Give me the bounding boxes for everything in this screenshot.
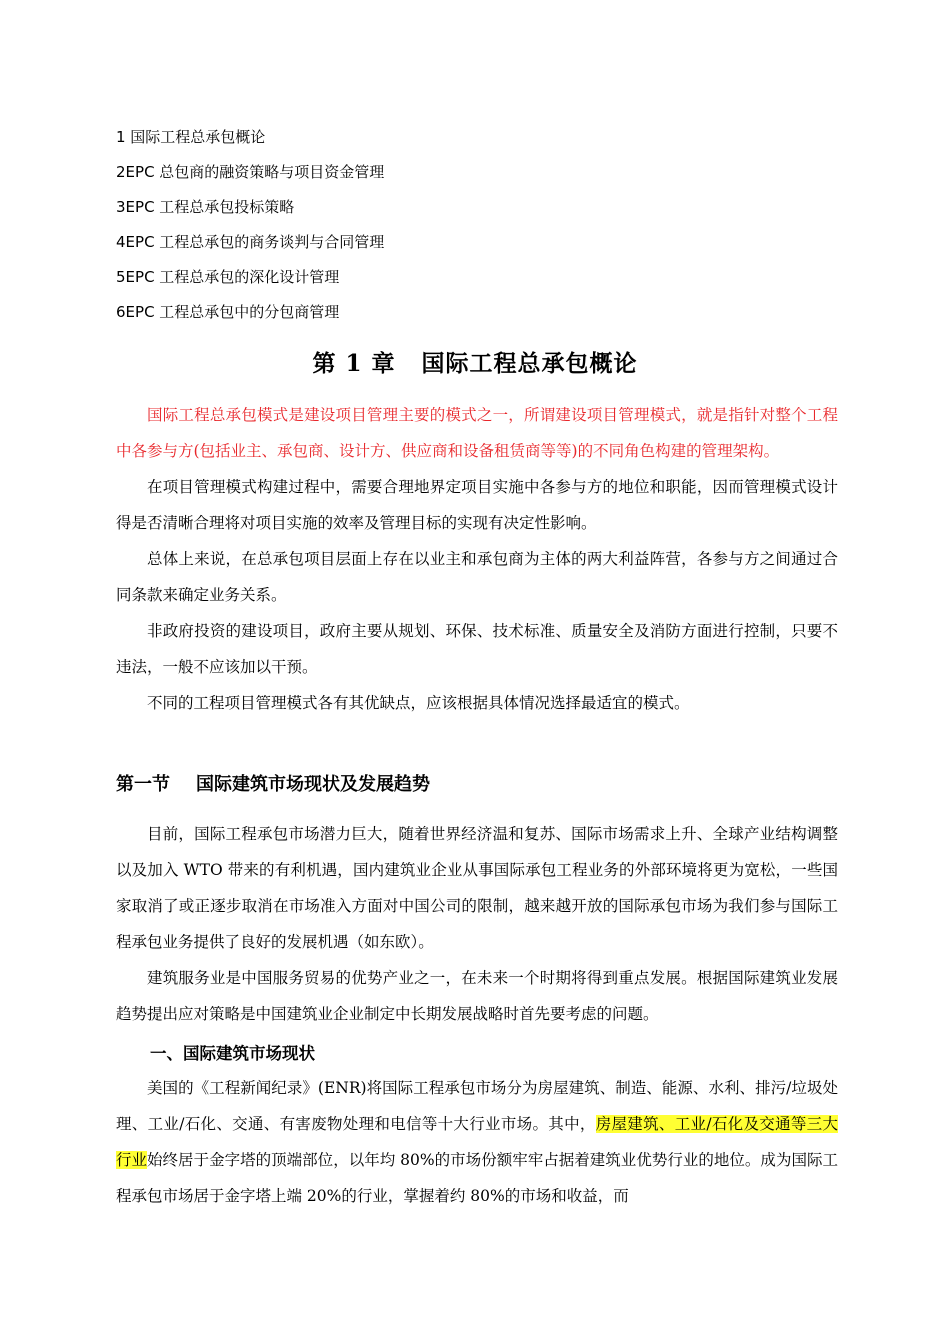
paragraph: 在项目管理模式构建过程中，需要合理地界定项目实施中各参与方的地位和职能，因而管理模式设计得是否清晰合理将对项目实施的效率及管理目标的实现有决定性影响。 [116, 478, 838, 532]
section-body [116, 816, 838, 1032]
toc-item: 6EPC 工程总承包中的分包商管理 [116, 303, 340, 321]
paragraph: 国际工程总承包模式是建设项目管理主要的模式之一，所谓建设项目管理模式，就是指针对整个工程中各参与方(包括业主、承包商、设计方、供应商和设备租赁商等等)的不同角色构建的管理架构。 [116, 406, 838, 460]
subsection-body [116, 1070, 838, 1214]
paragraph-text: 美国的《工程新闻纪录》(ENR)将国际工程承包市场分为房屋建筑、制造、能源、水利、排污/垃圾处理、工业/石化、交通、有害废物处理和电信等十大行业市场。其中， [116, 1079, 838, 1133]
section-number: 第一节 [116, 774, 170, 795]
section-title: 国际建筑市场现状及发展趋势 [196, 774, 430, 795]
paragraph-text: 始终居于金字塔的顶端部位，以年均 80%的市场份额牢牢占据着建筑业优势行业的地位。成为国际工程承包市场居于金字塔上端 20%的行业，掌握着约 80%的市场和收益，而 [116, 1151, 838, 1205]
paragraph: 目前，国际工程承包市场潜力巨大，随着世界经济温和复苏、国际市场需求上升、全球产业结构调整以及加入 WTO 带来的有利机遇，国内建筑业企业从事国际承包工程业务的外部环境将更为宽松，一些国家取消了或正逐步取消在市场准入方面对中国公司的限制，越来越开放的国际承包市场为我们参与国际工程承包业务提供了良好的发展机遇（如东欧）。 [116, 825, 838, 951]
toc-item: 2EPC 总包商的融资策略与项目资金管理 [116, 163, 385, 181]
chapter-intro [116, 397, 838, 721]
chapter-heading [0, 345, 950, 378]
highlighted-text: 房屋建筑、工业/石化及交通等三大行业 [116, 1115, 838, 1169]
chapter-title: 国际工程总承包概论 [421, 350, 638, 377]
section-heading [116, 770, 430, 796]
toc-item: 3EPC 工程总承包投标策略 [116, 198, 295, 216]
toc-item: 4EPC 工程总承包的商务谈判与合同管理 [116, 233, 385, 251]
paragraph: 非政府投资的建设项目，政府主要从规划、环保、技术标准、质量安全及消防方面进行控制，只要不违法，一般不应该加以干预。 [116, 622, 838, 676]
paragraph: 不同的工程项目管理模式各有其优缺点，应该根据具体情况选择最适宜的模式。 [147, 694, 690, 712]
toc-item: 5EPC 工程总承包的深化设计管理 [116, 268, 340, 286]
chapter-number: 第 1 章 [312, 350, 396, 377]
paragraph: 建筑服务业是中国服务贸易的优势产业之一，在未来一个时期将得到重点发展。根据国际建筑业发展趋势提出应对策略是中国建筑业企业制定中长期发展战略时首先要考虑的问题。 [116, 969, 838, 1023]
subsection-heading: 一、国际建筑市场现状 [150, 1044, 315, 1063]
toc-item: 1 国际工程总承包概论 [116, 128, 266, 146]
table-of-contents [116, 126, 384, 336]
paragraph: 总体上来说，在总承包项目层面上存在以业主和承包商为主体的两大利益阵营，各参与方之间通过合同条款来确定业务关系。 [116, 550, 838, 604]
paragraph [116, 1070, 838, 1214]
